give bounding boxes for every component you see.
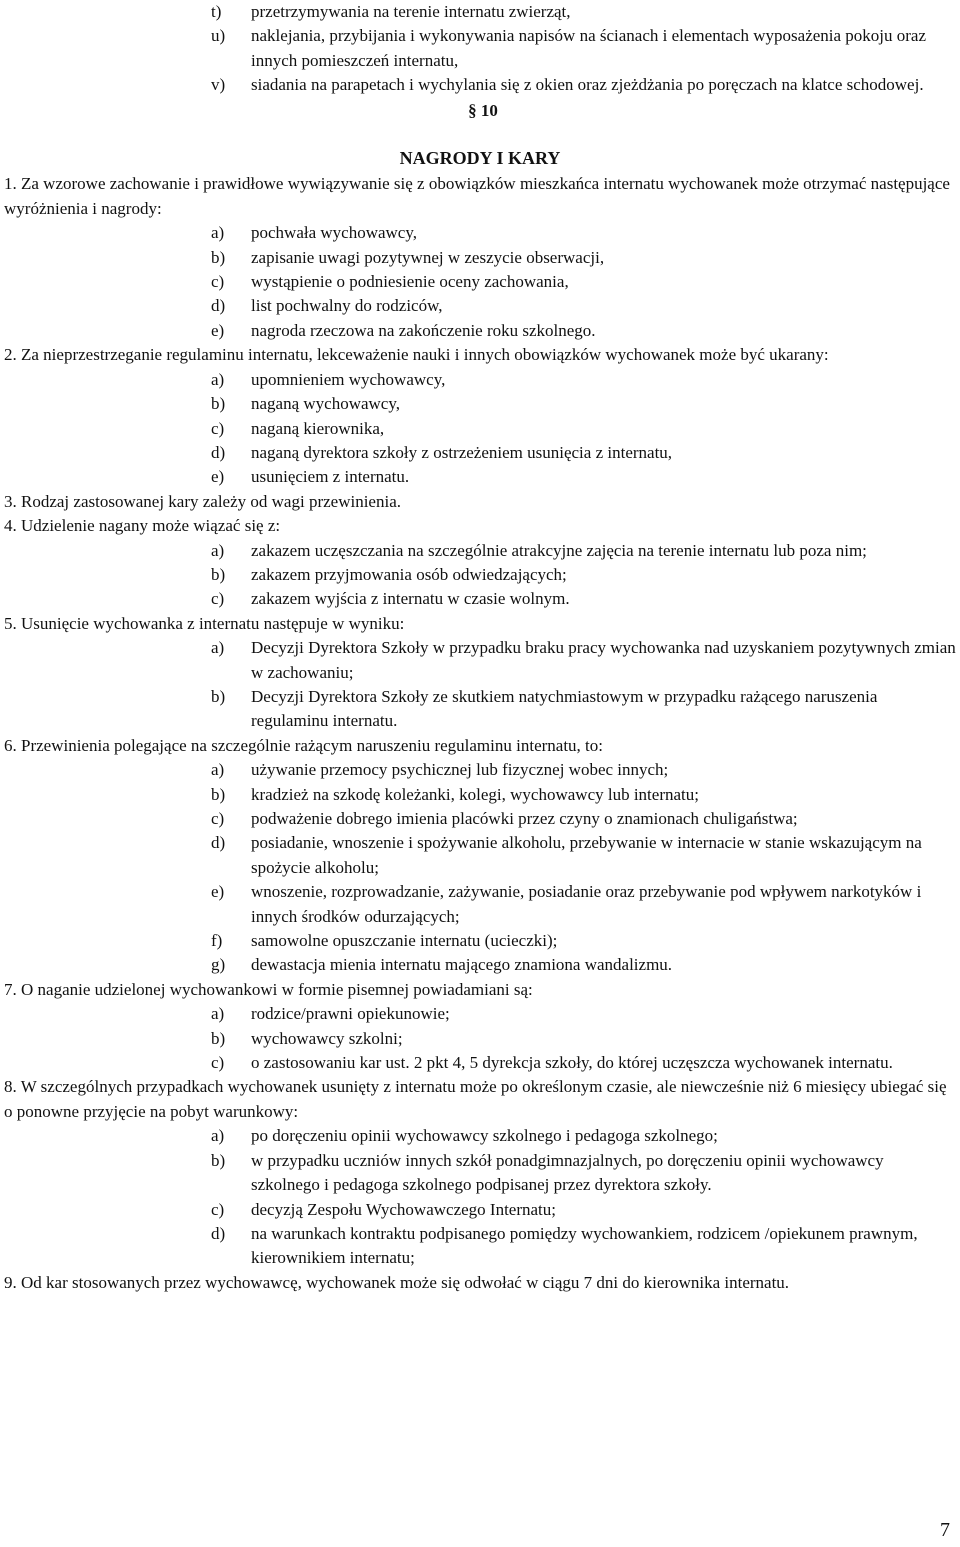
section-title: NAGRODY I KARY [399,148,561,169]
numbered-point [0,343,960,489]
intro-list [0,0,960,98]
point-list-item [0,319,960,343]
item-text: wystąpienie o podniesienie oceny zachowania, [251,272,569,292]
point-list-item [0,1149,960,1198]
item-text: naganą kierownika, [251,418,385,438]
item-text: zakazem przyjmowania osób odwiedzających; [251,564,567,584]
item-label: b) [211,1150,226,1170]
point-list-item [0,758,960,782]
item-label: a) [211,1004,225,1024]
point-list-item [0,636,960,685]
item-text: w przypadku uczniów innych szkół ponadgimnazjalnych, po doręczeniu opinii wychowawcy szkolnego i pedagoga szkolnego podpisanej przez dyrektora szkoły. [251,1150,884,1195]
item-label: b) [211,1028,226,1048]
item-label: a) [211,223,225,243]
intro-list-item [0,24,960,73]
item-label: g) [211,955,226,975]
point-text: 7. O naganie udzielonej wychowankowi w formie pisemnej powiadamiani są: [4,979,533,999]
item-text: posiadanie, wnoszenie i spożywanie alkoholu, przebywanie w internacie w stanie wskazującym na spożycie alkoholu; [251,833,922,877]
point-list-item [0,953,960,977]
item-label: b) [211,784,226,804]
point-list-item [0,465,960,489]
item-label: d) [211,833,226,853]
item-text: decyzją Zespołu Wychowawczego Internatu; [251,1199,557,1219]
item-text: wnoszenie, rozprowadzanie, zażywanie, posiadanie oraz przebywanie pod wpływem narkotyków i innych środków odurzających; [251,882,922,926]
item-label: f) [211,931,223,951]
numbered-point [0,612,960,734]
item-text: naganą dyrektora szkoły z ostrzeżeniem usunięcia z internatu, [251,442,673,462]
point-list-item [0,807,960,831]
item-label: t) [211,2,222,21]
item-label: e) [211,882,225,902]
item-text: siadania na parapetach i wychylania się z okien oraz zjeżdżania po poręczach na klatce schodowej. [251,75,924,95]
item-text: samowolne opuszczanie internatu (ucieczki); [251,931,558,951]
numbered-point [0,734,960,978]
item-text: nagroda rzeczowa na zakończenie roku szkolnego. [251,320,596,340]
item-text: na warunkach kontraktu podpisanego pomiędzy wychowankiem, rodzicem /opiekunem prawnym, kierownikiem internatu; [251,1223,918,1268]
numbered-point [0,172,960,343]
item-label: c) [211,809,225,828]
item-label: e) [211,320,225,340]
point-text: 1. Za wzorowe zachowanie i prawidłowe wywiązywanie się z obowiązków mieszkańca internatu wychowanek może otrzymać następujące wyróżnienia i nagrody: [4,174,950,218]
point-list-item [0,368,960,392]
point-list-item [0,563,960,587]
item-label: d) [211,296,226,316]
item-text: wychowawcy szkolni; [251,1028,403,1048]
item-label: e) [211,467,225,487]
point-text-continued: o ponowne przyjęcie na pobyt warunkowy: [4,1101,299,1121]
point-list-item [0,929,960,953]
item-text: naganą wychowawcy, [251,394,400,414]
item-label: c) [211,418,225,438]
point-text: 3. Rodzaj zastosowanej kary zależy od wagi przewinienia. [4,491,401,511]
numbered-point [0,490,960,514]
item-label: b) [211,247,226,267]
item-label: b) [211,394,226,414]
item-text: dewastacja mienia internatu mającego znamiona wandalizmu. [251,955,673,975]
point-list-item [0,294,960,318]
point-list-item [0,587,960,611]
point-list-item [0,880,960,929]
numbered-point [0,1271,960,1295]
item-label: v) [211,75,226,95]
section-sign: § 10 [468,100,498,120]
item-text: podważenie dobrego imienia placówki przez czyny o znamionach chuligaństwa; [251,809,798,828]
point-text: 2. Za nieprzestrzeganie regulaminu internatu, lekceważenie nauki i innych obowiązków wychowanek może być ukarany: [4,345,829,365]
item-label: b) [211,686,226,706]
point-text: 9. Od kar stosowanych przez wychowawcę, wychowanek może się odwołać w ciągu 7 dni do kierownika internatu. [4,1272,790,1292]
item-label: c) [211,1053,225,1073]
point-text: 4. Udzielenie nagany może wiązać się z: [4,516,281,536]
item-text: o zastosowaniu kar ust. 2 pkt 4, 5 dyrekcja szkoły, do której uczęszcza wychowanek internatu. [251,1053,893,1073]
item-text: Decyzji Dyrektora Szkoły ze skutkiem natychmiastowym w przypadku rażącego naruszenia regulaminu internatu. [251,686,878,731]
item-text: przetrzymywania na terenie internatu zwierząt, [251,2,571,21]
item-text: po doręczeniu opinii wychowawcy szkolnego i pedagoga szkolnego; [251,1126,718,1146]
item-label: d) [211,442,226,462]
item-label: a) [211,638,225,658]
point-list-item [0,270,960,294]
item-label: c) [211,272,225,292]
item-label: c) [211,1199,225,1219]
numbered-point [0,1075,960,1270]
point-list-item [0,539,960,563]
page-number: 7 [940,1519,950,1541]
item-label: a) [211,760,225,780]
point-list-item [0,1051,960,1075]
item-text: upomnieniem wychowawcy, [251,369,446,389]
point-list-item [0,1027,960,1051]
point-text: 5. Usunięcie wychowanka z internatu następuje w wyniku: [4,613,405,633]
item-text: zakazem wyjścia z internatu w czasie wolnym. [251,589,570,609]
point-list-item [0,1222,960,1271]
item-text: zakazem uczęszczania na szczególnie atrakcyjne zajęcia na terenie internatu lub poza nim; [251,540,867,560]
item-text: Decyzji Dyrektora Szkoły w przypadku braku pracy wychowanka nad uzyskaniem pozytywnych zmian w zachowaniu; [251,638,956,682]
point-list-item [0,1124,960,1148]
point-list-item [0,392,960,416]
item-text: usunięciem z internatu. [251,467,410,487]
point-list-item [0,441,960,465]
item-text: rodzice/prawni opiekunowie; [251,1004,450,1024]
point-list-item [0,221,960,245]
item-text: kradzież na szkodę koleżanki, kolegi, wychowawcy lub internatu; [251,784,699,804]
item-label: b) [211,564,226,584]
item-label: a) [211,540,225,560]
point-list-item [0,831,960,880]
point-text: 8. W szczególnych przypadkach wychowanek usunięty z internatu może po określonym czasie, ale niewcześnie niż 6 miesięcy ubiegać się [4,1077,947,1097]
item-text: list pochwalny do rodziców, [251,296,443,316]
item-text: zapisanie uwagi pozytywnej w zeszycie obserwacji, [251,247,605,267]
intro-list-item [0,0,960,24]
item-label: a) [211,369,225,389]
point-list-item [0,1002,960,1026]
item-text: pochwała wychowawcy, [251,223,417,243]
numbered-point [0,514,960,612]
item-label: u) [211,26,226,46]
point-list-item [0,685,960,734]
item-label: c) [211,589,225,609]
point-text: 6. Przewinienia polegające na szczególnie rażącym naruszeniu regulaminu internatu, to: [4,735,603,755]
point-list-item [0,246,960,270]
item-text: naklejania, przybijania i wykonywania napisów na ścianach i elementach wyposażenia pokoju oraz innych pomieszczeń internatu, [251,26,927,70]
points-container [0,172,960,1295]
point-list-item [0,783,960,807]
item-text: używanie przemocy psychicznej lub fizycznej wobec innych; [251,760,669,780]
intro-list-item [0,73,960,97]
point-list-item [0,417,960,441]
item-label: d) [211,1223,226,1243]
point-list-item [0,1198,960,1222]
numbered-point [0,978,960,1076]
item-label: a) [211,1126,225,1146]
